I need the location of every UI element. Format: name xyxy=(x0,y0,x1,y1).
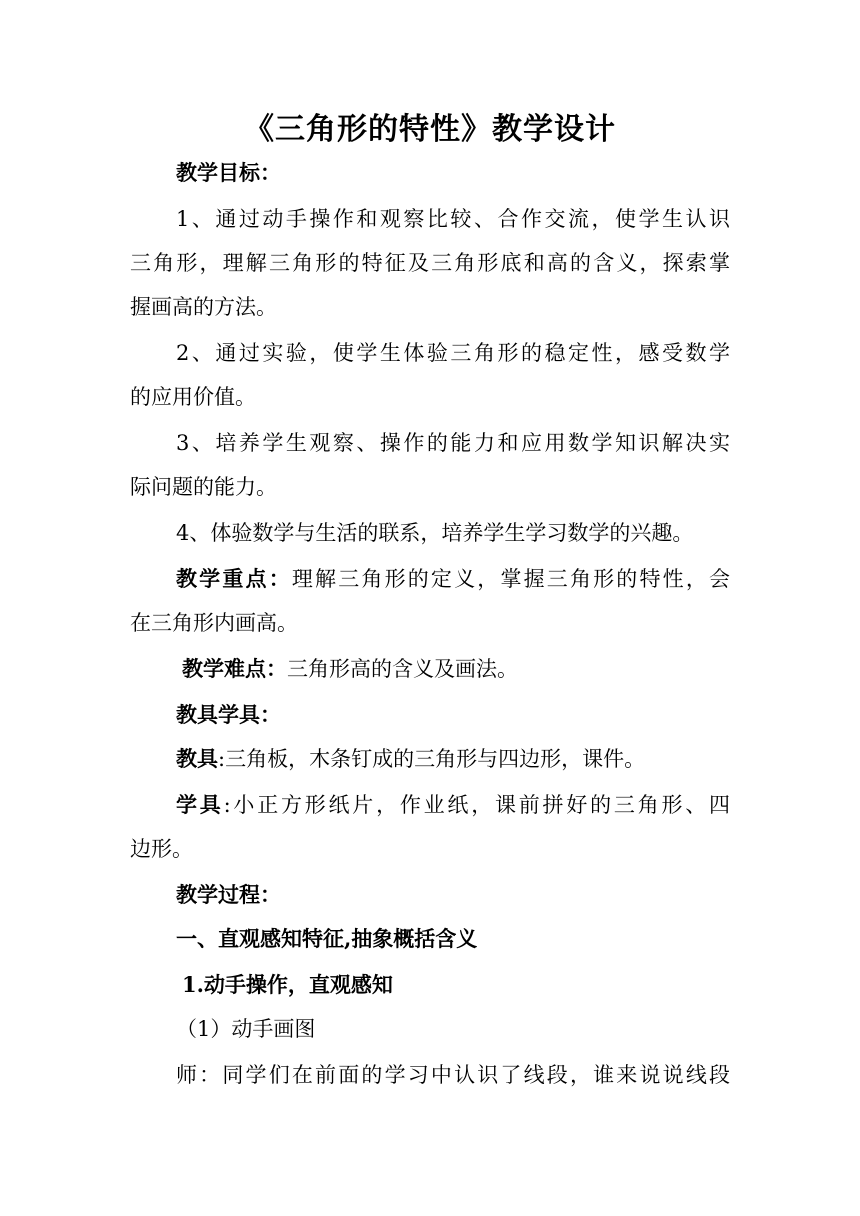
key-point-text: 理解三角形的定义，掌握三角形的特性，会 xyxy=(291,567,731,591)
section-1-heading: 一、直观感知特征,抽象概括含义 xyxy=(176,926,478,951)
teacher-tools-label: 教具 xyxy=(176,746,218,771)
objective-2-line-2: 的应用价值。 xyxy=(130,385,256,409)
difficulty-line xyxy=(182,654,782,684)
objective-3-line-1: 3、培养学生观察、操作的能力和应用数学知识解决实 xyxy=(176,431,730,455)
teacher-tools-line xyxy=(176,744,730,774)
key-point-line-2: 在三角形内画高。 xyxy=(130,611,298,635)
key-point-label: 教学重点： xyxy=(176,566,292,591)
objective-3-line-2: 际问题的能力。 xyxy=(130,475,277,499)
objectives-heading: 教学目标： xyxy=(176,160,281,185)
objective-1-line-1: 1、通过动手操作和观察比较、合作交流，使学生认识 xyxy=(176,207,730,231)
difficulty-text: 三角形高的含义及画法。 xyxy=(287,657,518,681)
student-tools-text: :小正方形纸片，作业纸，课前拼好的三角形、四 xyxy=(223,793,730,817)
teacher-tools-text: :三角板，木条钉成的三角形与四边形，课件。 xyxy=(218,747,646,771)
subsection-1-heading: 1.动手操作，直观感知 xyxy=(182,972,393,997)
process-heading: 教学过程： xyxy=(176,882,281,907)
student-tools-label: 学具 xyxy=(176,792,224,817)
student-tools-line-1 xyxy=(176,790,730,820)
student-tools-line-2: 边形。 xyxy=(130,837,193,861)
objective-1-line-3: 握画高的方法。 xyxy=(130,295,277,319)
objective-1-line-2: 三角形，理解三角形的特征及三角形底和高的含义，探索掌 xyxy=(130,251,730,275)
teacher-dialogue-line: 师：同学们在前面的学习中认识了线段，谁来说说线段 xyxy=(176,1063,730,1087)
document-title: 《三角形的特性》教学设计 xyxy=(244,112,616,147)
step-1-text: （1）动手画图 xyxy=(176,1017,316,1041)
difficulty-label: 教学难点： xyxy=(182,656,287,681)
objective-2-line-1: 2、通过实验，使学生体验三角形的稳定性，感受数学 xyxy=(176,341,730,365)
tools-heading: 教具学具： xyxy=(176,702,281,727)
objective-4-line-1: 4、体验数学与生活的联系，培养学生学习数学的兴趣。 xyxy=(176,521,694,545)
key-point-line-1 xyxy=(176,564,730,594)
